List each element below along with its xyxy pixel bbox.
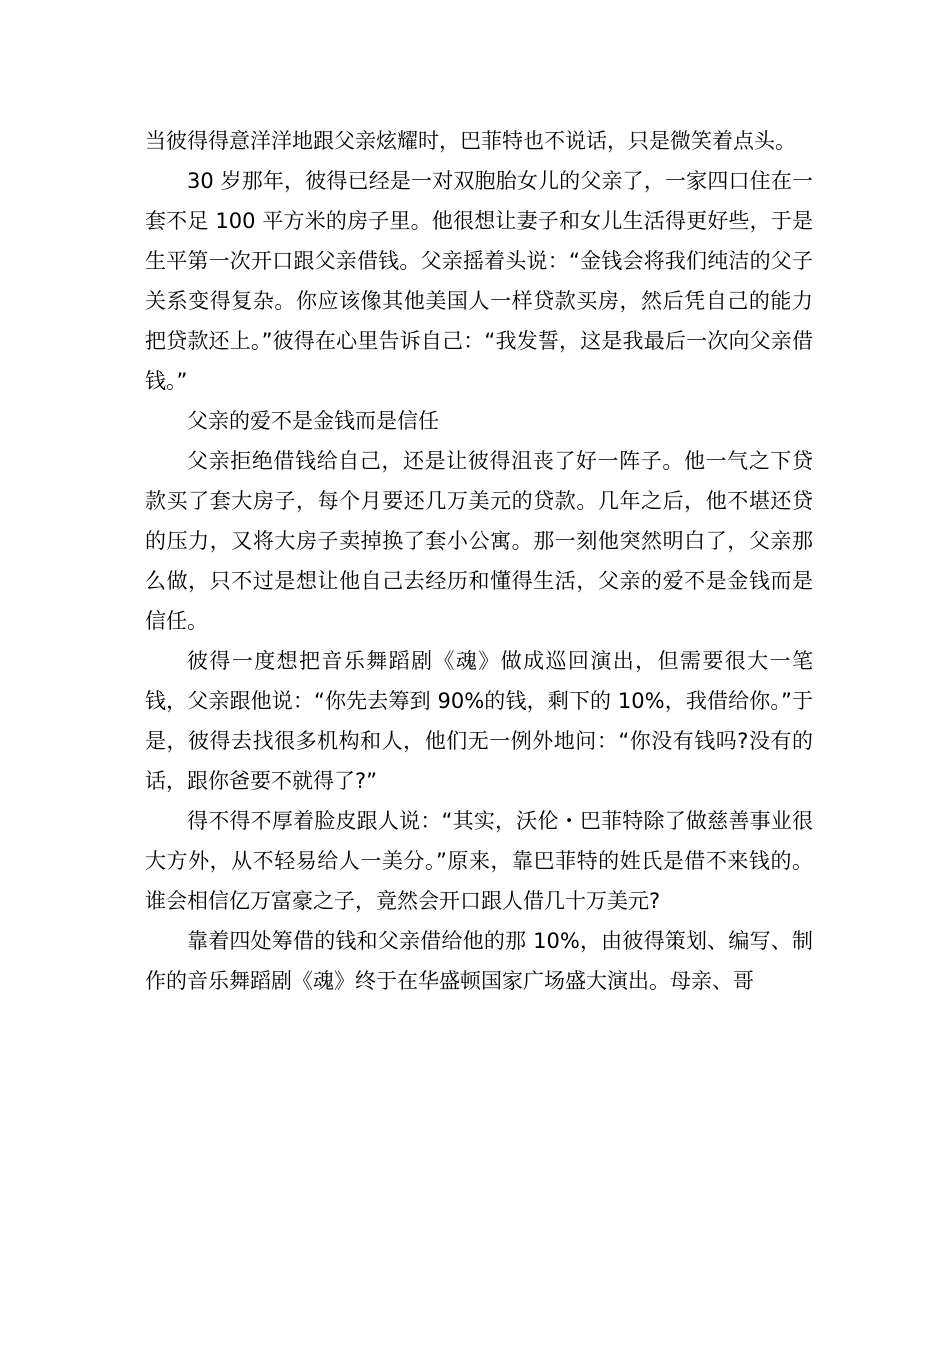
- paragraph-1: 当彼得得意洋洋地跟父亲炫耀时，巴菲特也不说话，只是微笑着点头。: [145, 129, 796, 153]
- paragraph-4: 彼得一度想把音乐舞蹈剧《魂》做成巡回演出，但需要很大一笔钱，父亲跟他说：“你先去筹到 90%的钱，剩下的 10%，我借给你。”于是，彼得去找很多机构和人，他们无一例外地问：“你没有钱吗?没有的话，跟你爸要不就得了?”: [145, 649, 813, 793]
- paragraph-3: 父亲拒绝借钱给自己，还是让彼得沮丧了好一阵子。他一气之下贷款买了套大房子，每个月要还几万美元的贷款。几年之后，他不堪还贷的压力，又将大房子卖掉换了套小公寓。那一刻他突然明白了，父亲那么做，只不过是想让他自己去经历和懂得生活，父亲的爱不是金钱而是信任。: [145, 449, 813, 633]
- paragraph-6: 靠着四处筹借的钱和父亲借给他的那 10%，由彼得策划、编写、制作的音乐舞蹈剧《魂》终于在华盛顿国家广场盛大演出。母亲、哥: [145, 929, 813, 993]
- article-body: [145, 121, 813, 1001]
- paragraph-2: 30 岁那年，彼得已经是一对双胞胎女儿的父亲了，一家四口住在一套不足 100 平方米的房子里。他很想让妻子和女儿生活得更好些，于是生平第一次开口跟父亲借钱。父亲摇着头说：“金钱会将我们纯洁的父子关系变得复杂。你应该像其他美国人一样贷款买房，然后凭自己的能力把贷款还上。”彼得在心里告诉自己：“我发誓，这是我最后一次向父亲借钱。”: [145, 169, 813, 393]
- section-heading: 父亲的爱不是金钱而是信任: [187, 409, 439, 433]
- paragraph-5: 得不得不厚着脸皮跟人说：“其实，沃伦・巴菲特除了做慈善事业很大方外，从不轻易给人一美分。”原来，靠巴菲特的姓氏是借不来钱的。谁会相信亿万富豪之子，竟然会开口跟人借几十万美元?: [145, 809, 813, 913]
